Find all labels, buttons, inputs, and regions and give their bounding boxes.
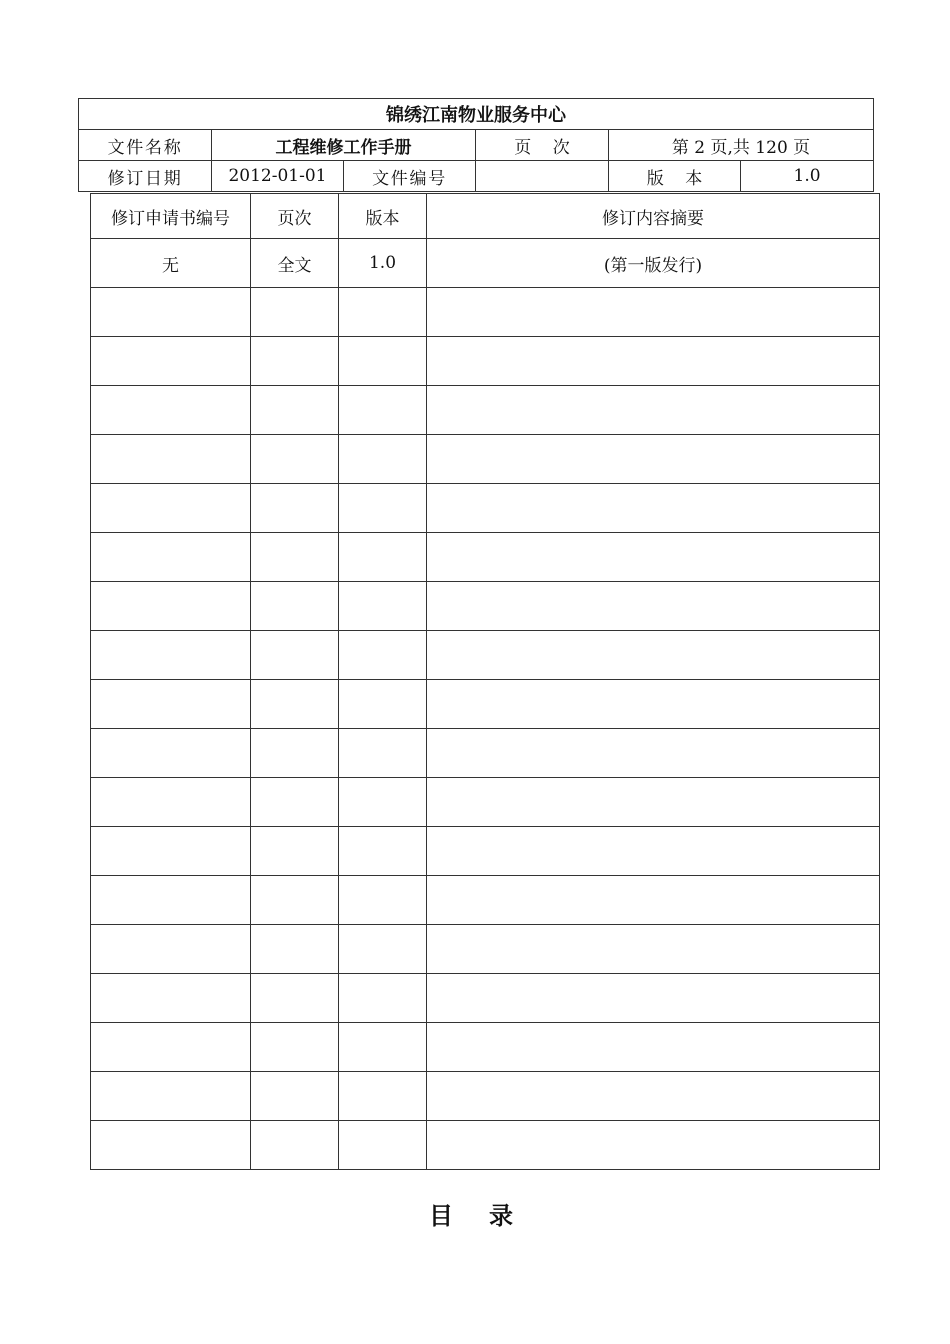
- page-cell: [251, 1121, 339, 1170]
- revision-history-table: [90, 193, 880, 1170]
- request-number-cell: [91, 1023, 251, 1072]
- page-value: 第 2 页,共 120 页: [609, 130, 874, 161]
- page-cell: [251, 729, 339, 778]
- version-cell: [339, 925, 427, 974]
- page-cell: [251, 435, 339, 484]
- version-cell: [339, 778, 427, 827]
- page-cell: [251, 533, 339, 582]
- col-header-summary: 修订内容摘要: [427, 194, 880, 239]
- summary-cell: [427, 827, 880, 876]
- page-label: 页 次: [476, 130, 609, 161]
- doc-name-label: 文件名称: [79, 130, 212, 161]
- request-number-cell: [91, 582, 251, 631]
- page-cell: [251, 337, 339, 386]
- summary-cell: [427, 680, 880, 729]
- company-name: 锦绣江南物业服务中心: [79, 99, 874, 130]
- revision-date-value: 2012-01-01: [212, 161, 344, 192]
- table-row: [91, 631, 880, 680]
- request-number-cell: [91, 925, 251, 974]
- request-number-cell: [91, 1072, 251, 1121]
- page-cell: [251, 876, 339, 925]
- summary-cell: [427, 876, 880, 925]
- col-header-request-number: 修订申请书编号: [91, 194, 251, 239]
- table-row: [91, 729, 880, 778]
- summary-cell: [427, 778, 880, 827]
- version-cell: [339, 533, 427, 582]
- version-cell: [339, 288, 427, 337]
- request-number-cell: [91, 631, 251, 680]
- doc-number-value: [476, 161, 609, 192]
- summary-cell: [427, 533, 880, 582]
- page-cell: [251, 974, 339, 1023]
- page-cell: [251, 484, 339, 533]
- version-cell: [339, 386, 427, 435]
- table-row: [91, 533, 880, 582]
- page-cell: [251, 827, 339, 876]
- revision-table-header-row: [91, 194, 880, 239]
- request-number-cell: [91, 484, 251, 533]
- version-cell: [339, 631, 427, 680]
- request-number-cell: 无: [91, 239, 251, 288]
- request-number-cell: [91, 680, 251, 729]
- request-number-cell: [91, 729, 251, 778]
- toc-title: 目录: [429, 1202, 549, 1230]
- version-cell: [339, 729, 427, 778]
- revision-table-body: [91, 194, 880, 1170]
- summary-cell: [427, 288, 880, 337]
- request-number-cell: [91, 876, 251, 925]
- summary-cell: (第一版发行): [427, 239, 880, 288]
- page-cell: [251, 1023, 339, 1072]
- version-cell: [339, 582, 427, 631]
- table-row: [91, 925, 880, 974]
- request-number-cell: [91, 386, 251, 435]
- version-cell: [339, 1023, 427, 1072]
- page-cell: [251, 925, 339, 974]
- col-header-page: 页次: [251, 194, 339, 239]
- page-cell: 全文: [251, 239, 339, 288]
- version-label: 版 本: [609, 161, 741, 192]
- request-number-cell: [91, 778, 251, 827]
- summary-cell: [427, 925, 880, 974]
- table-row: [91, 876, 880, 925]
- summary-cell: [427, 337, 880, 386]
- version-cell: [339, 337, 427, 386]
- version-cell: [339, 1072, 427, 1121]
- summary-cell: [427, 386, 880, 435]
- summary-cell: [427, 1072, 880, 1121]
- version-cell: [339, 974, 427, 1023]
- version-cell: [339, 484, 427, 533]
- table-row: [91, 484, 880, 533]
- document-header-table: [78, 98, 874, 192]
- table-row: [91, 435, 880, 484]
- page-cell: [251, 778, 339, 827]
- table-row: [91, 778, 880, 827]
- page-cell: [251, 680, 339, 729]
- version-cell: [339, 680, 427, 729]
- request-number-cell: [91, 435, 251, 484]
- page-cell: [251, 1072, 339, 1121]
- version-cell: [339, 435, 427, 484]
- request-number-cell: [91, 1121, 251, 1170]
- header-row-2: [79, 161, 874, 192]
- version-cell: [339, 827, 427, 876]
- summary-cell: [427, 631, 880, 680]
- request-number-cell: [91, 288, 251, 337]
- header-title-row: [79, 99, 874, 130]
- summary-cell: [427, 435, 880, 484]
- table-row: [91, 582, 880, 631]
- table-row: [91, 680, 880, 729]
- table-row: [91, 1121, 880, 1170]
- revision-date-label: 修订日期: [79, 161, 212, 192]
- summary-cell: [427, 729, 880, 778]
- table-row: [91, 1072, 880, 1121]
- page-cell: [251, 631, 339, 680]
- page-cell: [251, 288, 339, 337]
- page-cell: [251, 386, 339, 435]
- table-row: [91, 337, 880, 386]
- request-number-cell: [91, 533, 251, 582]
- table-row: [91, 239, 880, 288]
- version-value: 1.0: [741, 161, 874, 192]
- table-row: [91, 827, 880, 876]
- summary-cell: [427, 974, 880, 1023]
- request-number-cell: [91, 974, 251, 1023]
- page-cell: [251, 582, 339, 631]
- summary-cell: [427, 1121, 880, 1170]
- header-row-1: [79, 130, 874, 161]
- summary-cell: [427, 484, 880, 533]
- table-row: [91, 288, 880, 337]
- request-number-cell: [91, 337, 251, 386]
- summary-cell: [427, 1023, 880, 1072]
- version-cell: [339, 876, 427, 925]
- table-row: [91, 974, 880, 1023]
- version-cell: [339, 1121, 427, 1170]
- table-row: [91, 386, 880, 435]
- table-row: [91, 1023, 880, 1072]
- col-header-version: 版本: [339, 194, 427, 239]
- doc-name-value: 工程维修工作手册: [212, 130, 476, 161]
- request-number-cell: [91, 827, 251, 876]
- summary-cell: [427, 582, 880, 631]
- version-cell: 1.0: [339, 239, 427, 288]
- doc-number-label: 文件编号: [344, 161, 476, 192]
